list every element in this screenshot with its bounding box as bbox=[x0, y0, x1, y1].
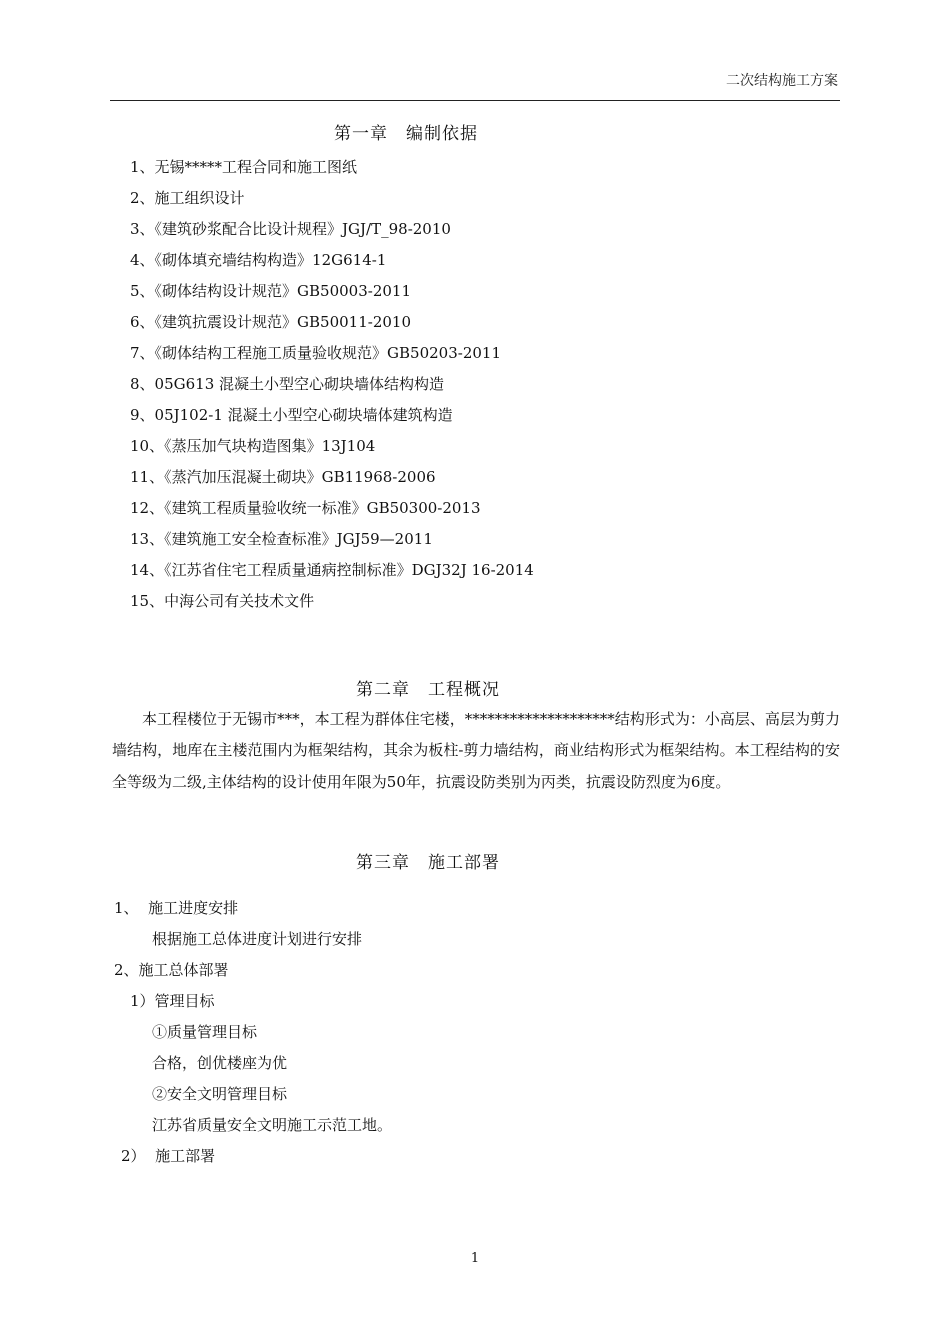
list-item: 7、《砌体结构工程施工质量验收规范》GB50203-2011 bbox=[130, 344, 502, 362]
section2-heading: 2、施工总体部署 bbox=[114, 961, 229, 979]
list-item: 9、05J102-1 混凝土小型空心砌块墙体建筑构造 bbox=[130, 406, 453, 424]
chapter3-title: 第三章 施工部署 bbox=[356, 853, 500, 873]
list-item: 4、《砌体填充墙结构构造》12G614-1 bbox=[130, 251, 387, 269]
list-item: 14、《江苏省住宅工程质量通病控制标准》DGJ32J 16-2014 bbox=[130, 561, 534, 579]
subsection-management-goals: 1）管理目标 bbox=[130, 992, 215, 1010]
header-rule bbox=[110, 100, 840, 101]
list-item: 10、《蒸压加气块构造图集》13J104 bbox=[130, 437, 376, 455]
quality-goal-text: 合格，创优楼座为优 bbox=[152, 1054, 288, 1072]
list-item: 11、《蒸汽加压混凝土砌块》GB11968-2006 bbox=[130, 468, 436, 486]
list-item: 8、05G613 混凝土小型空心砌块墙体结构构造 bbox=[130, 375, 445, 393]
overview-paragraph: 本工程楼位于无锡市***，本工程为群体住宅楼，********************结构形式为：小高层、高层为剪力墙结构，地库在主楼范围内为框架结构，其余为板柱-剪力墙结构，商业结构形式为框架结构。本工程结构的安全等级为二级,主体结构的设计使用年限为50年，抗震设防类别为丙类，抗震设防烈度为6度。 bbox=[112, 710, 840, 791]
page-header-title: 二次结构施工方案 bbox=[726, 73, 838, 89]
list-item: 12、《建筑工程质量验收统一标准》GB50300-2013 bbox=[130, 499, 481, 517]
safety-goal-text: 江苏省质量安全文明施工示范工地。 bbox=[152, 1116, 393, 1134]
chapter2-title: 第二章 工程概况 bbox=[356, 680, 500, 700]
subsection-deployment: 2） 施工部署 bbox=[121, 1147, 216, 1165]
list-item: 6、《建筑抗震设计规范》GB50011-2010 bbox=[130, 313, 412, 331]
section1-heading: 1、 施工进度安排 bbox=[114, 899, 239, 917]
list-item: 5、《砌体结构设计规范》GB50003-2011 bbox=[130, 282, 412, 300]
list-item: 13、《建筑施工安全检查标准》JGJ59—2011 bbox=[130, 530, 433, 548]
section1-text: 根据施工总体进度计划进行安排 bbox=[152, 930, 363, 948]
chapter1-title: 第一章 编制依据 bbox=[334, 124, 478, 144]
list-item: 3、《建筑砂浆配合比设计规程》JGJ/T_98-2010 bbox=[130, 220, 451, 238]
list-item: 15、中海公司有关技术文件 bbox=[130, 592, 315, 610]
basis-list bbox=[130, 152, 534, 617]
quality-goal-label: ①质量管理目标 bbox=[152, 1023, 258, 1041]
list-item: 1、无锡*****工程合同和施工图纸 bbox=[130, 158, 358, 176]
list-item: 2、施工组织设计 bbox=[130, 189, 245, 207]
page-number: 1 bbox=[470, 1251, 480, 1266]
safety-goal-label: ②安全文明管理目标 bbox=[152, 1085, 288, 1103]
